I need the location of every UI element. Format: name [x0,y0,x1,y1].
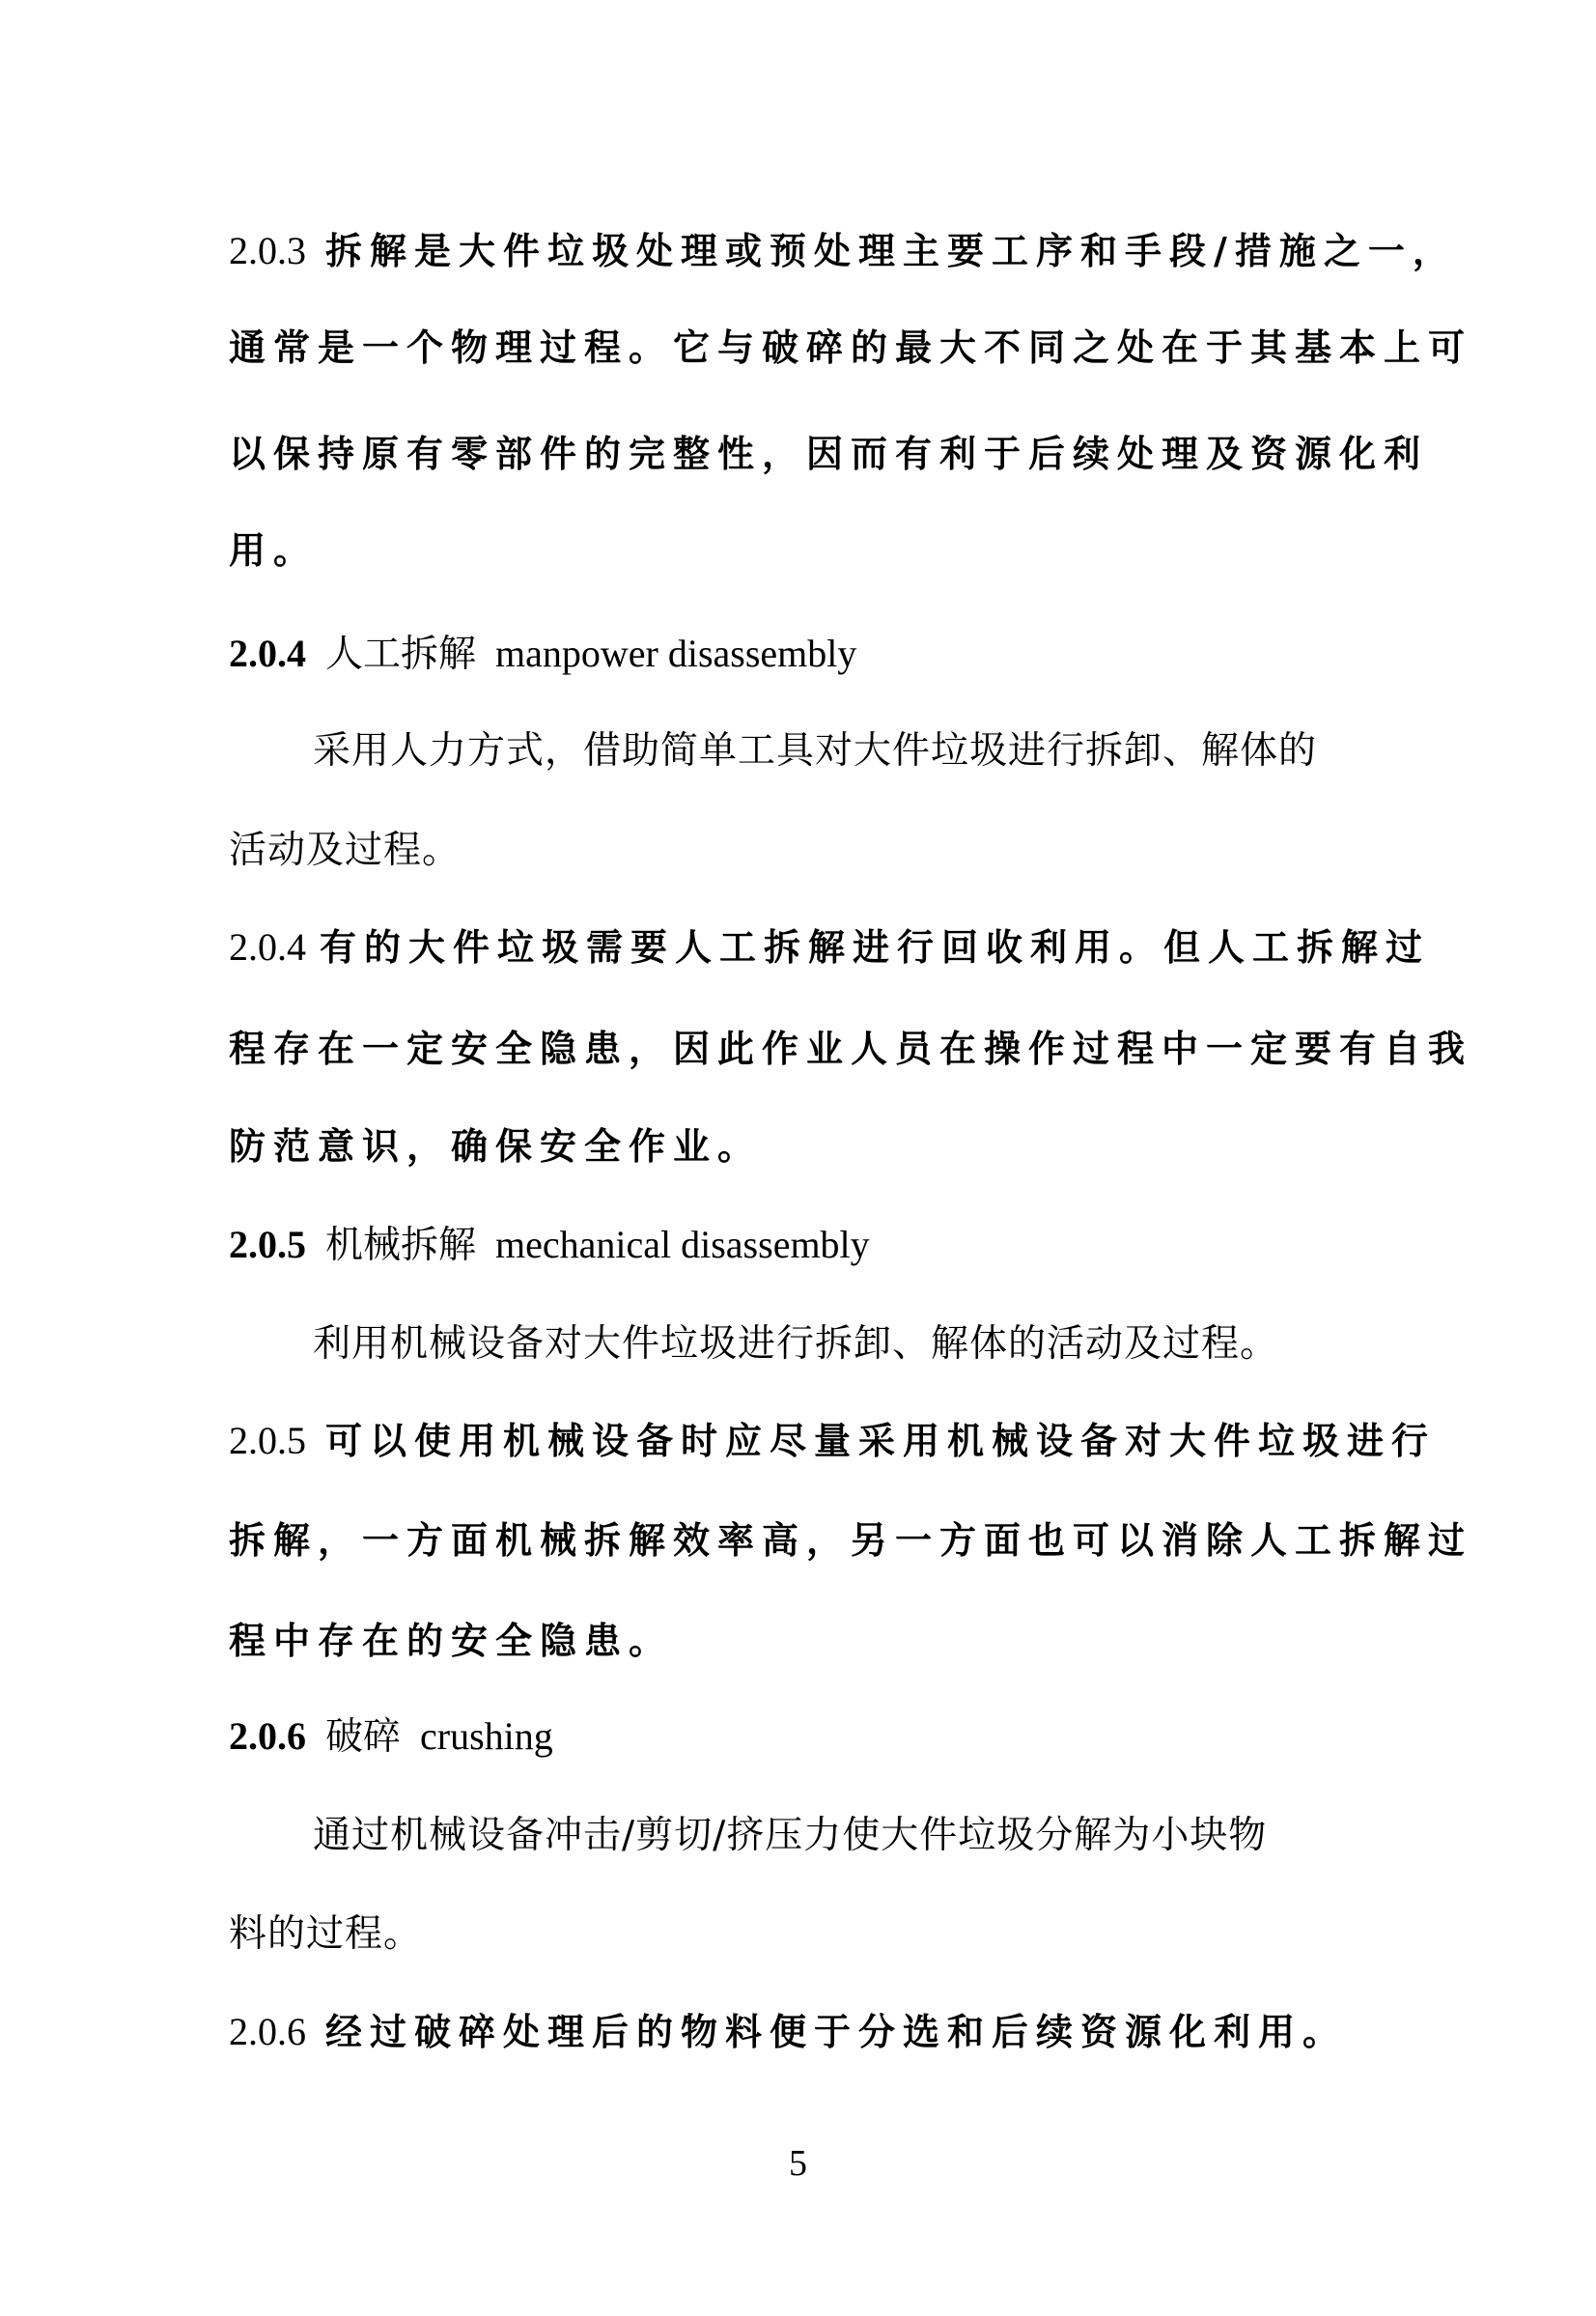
commentary-text: 拆解是大件垃圾处理或预处理主要工序和手段/措施之一， [325,230,1457,272]
term-english: manpower disassembly [495,632,857,675]
commentary-text: 程中存在的安全隐患。 [229,1620,674,1662]
term-2-0-4-heading [229,631,856,678]
commentary-2-0-4-line-2 [229,1026,1472,1072]
clause-number: 2.0.4 [229,925,306,969]
definition-text: 料的过程。 [229,1912,423,1956]
commentary-text: 拆解，一方面机械拆解效率高，另一方面也可以消除人工拆解过 [229,1519,1473,1562]
term-2-0-5-heading [229,1222,870,1269]
commentary-text: 经过破碎处理后的物料便于分选和后续资源化利用。 [325,2011,1348,2053]
term-2-0-6-heading [229,1713,553,1761]
commentary-2-0-3-line-3 [229,431,1428,477]
commentary-2-0-6-line-1 [229,2009,1347,2055]
commentary-2-0-5-line-3 [229,1618,673,1664]
page-number: 5 [789,2143,807,2184]
commentary-text: 以保持原有零部件的完整性，因而有利于后续处理及资源化利 [229,433,1429,475]
commentary-text: 防范意识，确保安全作业。 [229,1125,763,1168]
clause-number: 2.0.3 [229,229,306,272]
commentary-2-0-3-line-4 [229,527,318,574]
term-chinese: 破碎 [325,1715,402,1759]
definition-2-0-4-line-2 [229,827,461,874]
commentary-text: 程存在一定安全隐患，因此作业人员在操作过程中一定要有自我 [229,1028,1473,1070]
clause-number: 2.0.5 [229,1223,306,1266]
commentary-text: 可以使用机械设备时应尽量采用机械设备对大件垃圾进行 [325,1420,1437,1462]
commentary-text: 用。 [229,529,319,572]
commentary-2-0-5-line-1 [229,1418,1436,1464]
definition-text: 通过机械设备冲击/剪切/挤压力使大件垃圾分解为小块物 [313,1814,1268,1857]
clause-number: 2.0.4 [229,632,306,675]
definition-2-0-6-line-1 [313,1812,1267,1859]
clause-number: 2.0.5 [229,1419,306,1462]
commentary-2-0-4-line-1 [229,924,1430,971]
term-english: mechanical disassembly [495,1223,870,1266]
commentary-text: 通常是一个物理过程。它与破碎的最大不同之处在于其基本上可 [229,326,1473,369]
definition-2-0-5-line-1 [313,1320,1278,1368]
commentary-2-0-5-line-2 [229,1517,1472,1564]
term-english: crushing [420,1714,553,1758]
definition-2-0-6-line-2 [229,1910,422,1958]
definition-text: 活动及过程。 [229,829,462,872]
commentary-2-0-3-line-2 [229,325,1472,371]
definition-text: 利用机械设备对大件垃圾进行拆卸、解体的活动及过程。 [313,1322,1279,1366]
term-chinese: 人工拆解 [325,633,477,676]
commentary-2-0-3-line-1 [229,228,1457,274]
clause-number: 2.0.6 [229,1714,306,1758]
definition-2-0-4-line-1 [313,727,1317,775]
commentary-2-0-4-line-3 [229,1123,762,1170]
commentary-text: 有的大件垃圾需要人工拆解进行回收利用。但人工拆解过 [320,926,1431,969]
definition-text: 采用人力方式，借助简单工具对大件垃圾进行拆卸、解体的 [313,729,1318,773]
term-chinese: 机械拆解 [325,1224,477,1267]
clause-number: 2.0.6 [229,2010,306,2053]
